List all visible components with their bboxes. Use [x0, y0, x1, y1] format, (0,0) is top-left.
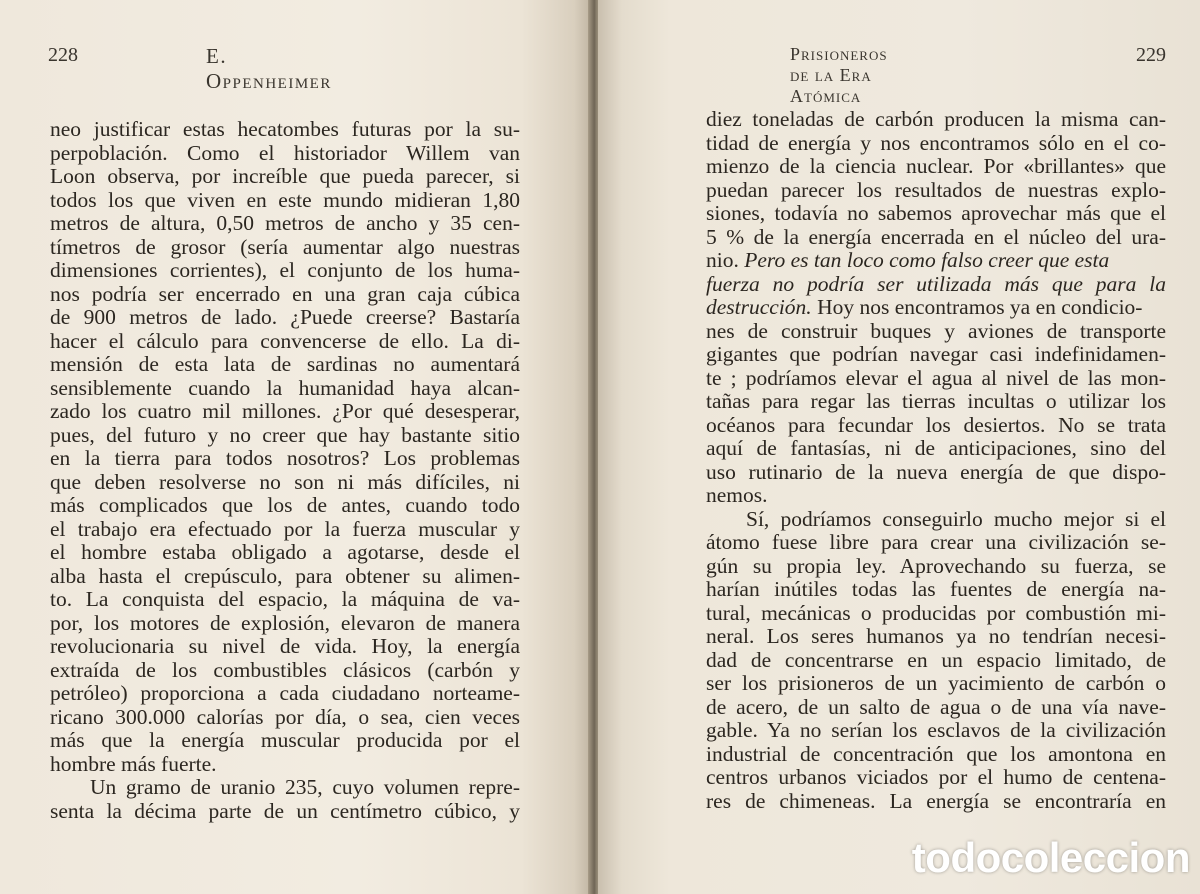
text-line: siones, todavía no sabemos aprovechar más que el — [706, 201, 1166, 225]
text-line: centros urbanos viciados por el humo de centena- — [706, 765, 1166, 789]
text-fragment: Hoy nos encontramos ya en condicio- — [817, 295, 1143, 319]
text-line: nes de construir buques y aviones de transporte — [706, 318, 1166, 343]
text-line: res de chimeneas. La energía se encontraría en — [706, 788, 1166, 813]
page-number-right: 229 — [1136, 44, 1166, 66]
text-line: el trabajo era efectuado por la fuerza muscular y — [50, 516, 520, 541]
text-fragment: nio. — [706, 248, 739, 272]
page-number-left: 228 — [48, 44, 78, 66]
text-line: el hombre estaba obligado a agotarse, desde el — [50, 540, 520, 564]
text-line: gable. Ya no serían los esclavos de la civilización — [706, 718, 1166, 742]
text-line: puedan parecer los resultados de nuestras explo- — [706, 177, 1166, 202]
text-line: gigantes que podrían navegar casi indefinidamen- — [706, 342, 1166, 366]
text-line: gún su propia ley. Aprovechando su fuerza, se — [706, 553, 1166, 578]
text-line: mensión de esta lata de sardinas no aumentará — [50, 352, 520, 376]
text-line: Sí, podríamos conseguirlo mucho mejor si el — [746, 506, 1166, 531]
text-line: océanos para fecundar los desiertos. No se trata — [706, 412, 1166, 437]
watermark-logo: todocoleccion — [911, 834, 1190, 881]
text-line: nos podría ser encerrado en una gran caja cúbica — [50, 281, 520, 306]
text-line: de 900 metros de lado. ¿Puede creerse? Bastaría — [50, 305, 520, 329]
text-line: pues, del futuro y no creer que hay bastante sitio — [50, 422, 520, 447]
text-line: átomo fuese libre para crear una civilización se- — [706, 530, 1166, 554]
text-line: sensiblemente cuando la humanidad haya alcan- — [50, 375, 520, 400]
text-line: tímetros de grosor (sería aumentar algo nuestras — [50, 234, 520, 259]
text-line-mixed — [706, 249, 1166, 273]
right-page — [598, 0, 1200, 894]
text-line: dad de concentrarse en un espacio limitado, de — [706, 647, 1166, 672]
text-line: hacer el cálculo para convencerse de ello. La di- — [50, 328, 520, 353]
left-page — [0, 0, 592, 894]
text-line: neral. Los seres humanos ya no tendrían necesi- — [706, 624, 1166, 648]
text-line: revolucionaria su nivel de vida. Hoy, la energía — [50, 634, 520, 658]
text-line: hombre más fuerte. — [50, 751, 217, 776]
text-line: por, los motores de explosión, elevaron de manera — [50, 610, 520, 635]
text-line: aquí de fantasías, ni de anticipaciones, sino del — [706, 436, 1166, 460]
text-line-italic: fuerza no podría ser utilizada más que para la — [706, 271, 1166, 296]
text-line: metros de altura, 0,50 metros de ancho y 35 cen- — [50, 211, 520, 235]
text-line: petróleo) proporciona a cada ciudadano norteame- — [50, 681, 520, 705]
text-line: más que la energía muscular producida por el — [50, 728, 520, 752]
text-line: más complicados que los de antes, cuando todo — [50, 493, 520, 517]
running-head-title: Prisioneros de la Era Atómica — [790, 44, 888, 106]
text-line: mienzo de la ciencia nuclear. Por «brillantes» que — [706, 154, 1166, 178]
text-line: que deben resolverse no son ni más difíciles, ni — [50, 469, 520, 494]
text-line: Un gramo de uranio 235, cuyo volumen repre- — [90, 775, 520, 799]
text-line: zado los cuatro mil millones. ¿Por qué desesperar, — [50, 399, 520, 423]
text-line: ricano 300.000 calorías por día, o sea, cien veces — [50, 704, 520, 729]
text-line: nemos. — [706, 483, 768, 507]
right-body-text — [706, 108, 1166, 813]
text-line: tidad de energía y nos encontramos sólo en el co- — [706, 130, 1166, 155]
text-line: te ; podríamos elevar el agua al nivel de las mon- — [706, 365, 1166, 390]
text-line: alba hasta el crepúsculo, para obtener su alimen- — [50, 563, 520, 588]
italic-fragment: destrucción. — [706, 295, 812, 319]
italic-fragment: Pero es tan loco como falso creer que esta — [744, 248, 1110, 272]
text-line: dimensiones corrientes), el conjunto de los huma- — [50, 258, 520, 282]
text-line: perpoblación. Como el historiador Willem van — [50, 140, 520, 165]
text-line: Loon observa, por increíble que pueda parecer, si — [50, 164, 520, 188]
text-line: uso rutinario de la nueva energía de que dispo- — [706, 459, 1166, 484]
text-line: industrial de concentración que los amontona en — [706, 741, 1166, 766]
text-line: todos los que viven en este mundo midieran 1,80 — [50, 187, 520, 212]
text-line: senta la décima parte de un centímetro cúbico, y — [50, 798, 520, 823]
text-line: extraída de los combustibles clásicos (carbón y — [50, 657, 520, 682]
text-line: de acero, de un salto de agua o de una vía nave- — [706, 694, 1166, 719]
text-line: tañas para regar las tierras incultas o utilizar los — [706, 389, 1166, 413]
text-line: ser los prisioneros de un yacimiento de carbón o — [706, 671, 1166, 695]
running-head-author: E. Oppenheimer — [206, 44, 332, 93]
text-line: neo justificar estas hecatombes futuras por la su- — [50, 117, 520, 141]
text-line: 5 % de la energía encerrada en el núcleo del ura- — [706, 224, 1166, 249]
text-line: diez toneladas de carbón producen la misma can- — [706, 107, 1166, 131]
text-line: tural, mecánicas o producidas por combustión mi- — [706, 600, 1166, 625]
text-line: harían inútiles todas las fuentes de energía na- — [706, 577, 1166, 601]
left-body-text — [50, 118, 520, 823]
text-line: en la tierra para todos nosotros? Los problemas — [50, 446, 520, 470]
text-line-mixed — [706, 296, 1166, 320]
text-line: to. La conquista del espacio, la máquina de va- — [50, 587, 520, 611]
